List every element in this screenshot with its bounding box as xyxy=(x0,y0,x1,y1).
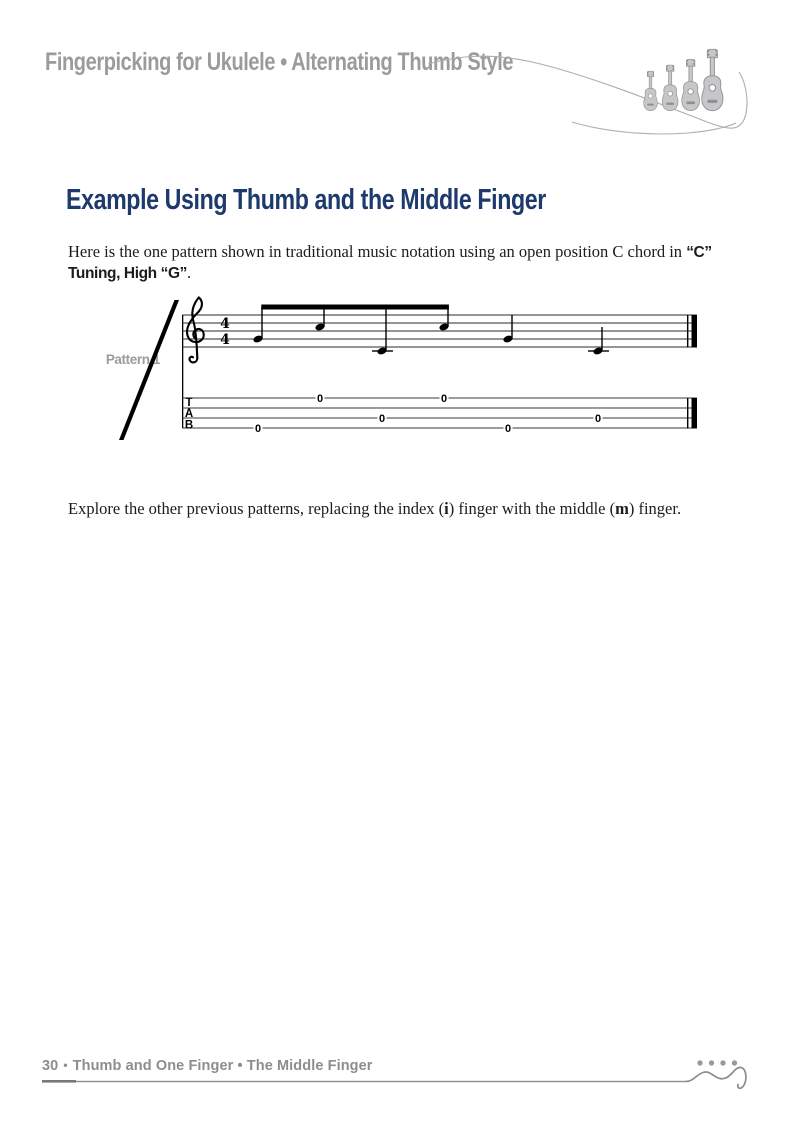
note-6-stem xyxy=(601,327,602,351)
treble-clef-icon xyxy=(187,298,204,363)
ukulele-icon-1 xyxy=(644,71,658,110)
footer-rule-and-ukulele-outline xyxy=(40,1050,754,1098)
explore-text-1: Explore the other previous patterns, replacing the index ( xyxy=(68,498,445,518)
notation-staff xyxy=(182,315,697,347)
note-2-stem xyxy=(323,307,324,327)
tab-clef xyxy=(185,397,193,432)
middle-finger-symbol: m xyxy=(615,498,629,518)
ukulele-icons xyxy=(633,38,745,120)
page-title: Example Using Thumb and the Middle Finger xyxy=(66,184,546,216)
tab-fret-3: 0 xyxy=(378,413,386,425)
tuning-bold-text: “C” Tuning, High “G” xyxy=(68,243,712,282)
intro-paragraph xyxy=(68,242,718,284)
section-heading-wrap xyxy=(66,184,666,217)
explore-text-3: ) finger. xyxy=(628,498,682,518)
tab-fret-5: 0 xyxy=(504,423,512,435)
tab-clef-b: B xyxy=(184,419,194,432)
explore-text-2: ) finger with the middle ( xyxy=(448,498,616,518)
music-example-pattern-1 xyxy=(100,290,720,450)
note-1-stem xyxy=(261,307,262,339)
tab-fret-6: 0 xyxy=(594,413,602,425)
page-number-underline xyxy=(42,1080,76,1083)
index-finger-symbol: i xyxy=(444,498,449,518)
explore-paragraph xyxy=(68,499,748,519)
time-signature-top: 4 xyxy=(220,316,230,332)
tab-clef-t: T xyxy=(185,397,193,409)
ukulele-icon-4 xyxy=(702,49,723,110)
pattern-label: Pattern 1 xyxy=(105,352,160,367)
ukulele-icon-3 xyxy=(682,59,700,110)
tab-fret-1: 0 xyxy=(254,423,262,435)
intro-text: Here is the one pattern shown in traditional music notation using an open position C chord in xyxy=(68,241,687,261)
footer-wave-curve xyxy=(686,1067,746,1088)
footer-dots-icon xyxy=(697,1060,737,1065)
note-4-stem xyxy=(447,307,448,327)
ukulele-icon-2 xyxy=(662,65,678,111)
footer-rule xyxy=(76,1081,686,1082)
intro-text-end: . xyxy=(187,262,192,282)
system-brace xyxy=(119,300,179,440)
note-3-stem xyxy=(385,307,386,351)
tab-fret-numbers xyxy=(254,393,603,436)
eighth-note-beam xyxy=(261,305,449,310)
tab-clef-a: A xyxy=(184,408,194,420)
tab-final-barline xyxy=(687,398,697,429)
note-5-stem xyxy=(511,315,512,339)
system-barline xyxy=(182,315,183,428)
time-signature xyxy=(220,316,230,348)
tab-fret-2: 0 xyxy=(316,393,324,405)
time-signature-bottom: 4 xyxy=(220,332,230,348)
page-number: 30 xyxy=(42,1058,59,1074)
footer-section-title: Thumb and One Finger • The Middle Finger xyxy=(72,1058,373,1074)
running-header-title: Fingerpicking for Ukulele • Alternating Thumb Style xyxy=(45,48,514,76)
footer-separator: • xyxy=(63,1058,68,1072)
tab-fret-4: 0 xyxy=(440,393,448,405)
